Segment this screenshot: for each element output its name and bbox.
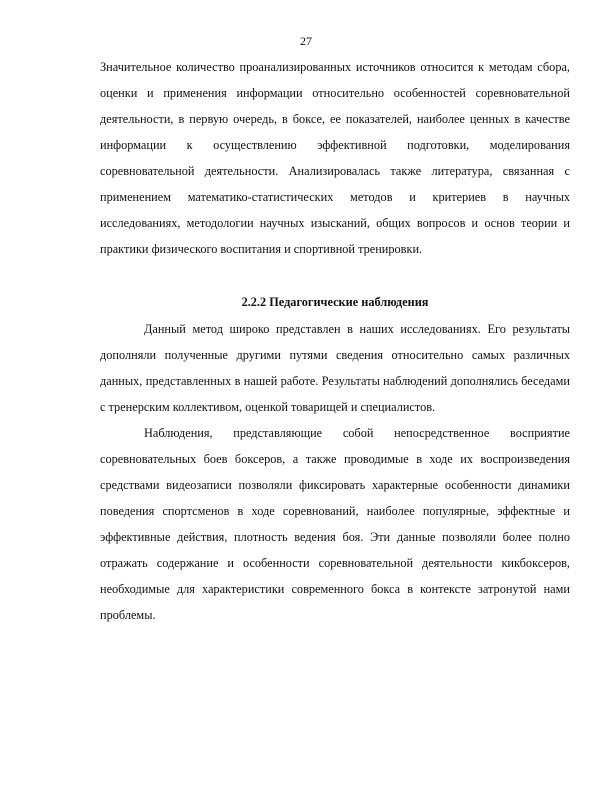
section-heading: 2.2.2 Педагогические наблюдения [241,295,429,309]
paragraph-method-description: Данный метод широко представлен в наших исследованиях. Его результаты дополняли полученные другими путями сведения относительно самых различных данных, представленных в нашей работе. Результаты наблюдений дополнялись беседами с тренерским коллективом, оценкой товарищей и специалистов. [100,322,570,414]
page-content [100,54,570,628]
paragraph-observations: Наблюдения, представляющие собой непосредственное восприятие соревновательных боев боксеров, а также проводимые в ходе их воспроизведения средствами видеозаписи позволяли фиксировать характерные особенности динамики поведения спортсменов в ходе соревнований, наиболее популярные, эффектные и эффективные действия, плотность ведения боя. Эти данные позволяли более полно отражать содержание и особенности соревновательной деятельности кикбоксеров, необходимые для характеристики современного бокса в контексте затронутой нами проблемы. [100,426,570,622]
page-number: 27 [300,34,312,48]
paragraph-sources-review: Значительное количество проанализированных источников относится к методам сбора, оценки и применения информации относительно особенностей соревновательной деятельности, в первую очередь, в боксе, ее показателей, наиболее ценных в качестве информации к осуществлению эффективной подготовки, моделирования соревновательной деятельности. Анализировалась также литература, связанная с применением математико-статистических методов и критериев в научных исследованиях, методологии научных изысканий, общих вопросов и основ теории и практики физического воспитания и спортивной тренировки. [100,60,570,256]
